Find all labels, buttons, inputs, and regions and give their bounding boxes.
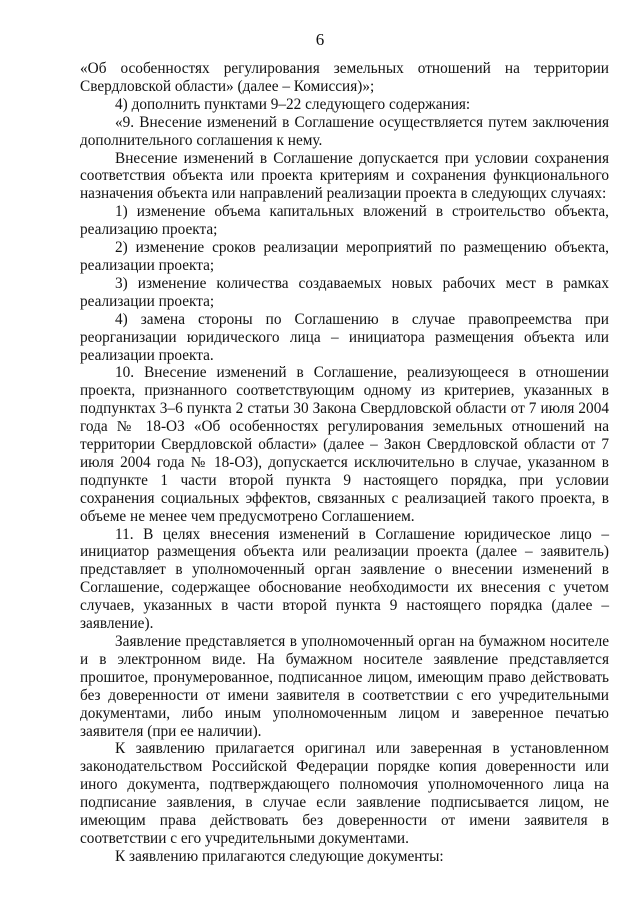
paragraph-power-of-attorney: К заявлению прилагается оригинал или заверенная в установленном законодательством Российской Федерации порядке копия доверенности или иного документа, подтверждающего полномочия уполномоченного лица на подписание заявления, в случае если заявление подписывается лицом, не имеющим права действовать без доверенности от имени заявителя в соответствии с его учредительными документами. [80, 740, 609, 847]
paragraph-subclause-1: 1) изменение объема капитальных вложений в строительство объекта, реализацию проекта; [80, 203, 609, 239]
paragraph-subclause-2: 2) изменение сроков реализации мероприятий по размещению объекта, реализации проекта; [80, 239, 609, 274]
paragraph-subclause-3: 3) изменение количества создаваемых новых рабочих мест в рамках реализации проекта; [80, 274, 609, 310]
paragraph-clause-9: «9. Внесение изменений в Соглашение осуществляется путем заключения дополнительного соглашения к нему. [80, 113, 609, 149]
paragraph-clause-9-conditions: Внесение изменений в Соглашение допускается при условии сохранения соответствия объекта или проекта критериям и сохранения функционального назначения объекта или направлений реализации проекта в следующих случаях: [80, 149, 609, 203]
document-body [80, 60, 609, 866]
paragraph-clause-10: 10. Внесение изменений в Соглашение, реализующееся в отношении проекта, признанного соответствующим одному из критериев, указанных в подпунктах 3–6 пункта 2 статьи 30 Закона Свердловской области от 7 июля 2004 года № 18-ОЗ «Об особенностях регулирования земельных отношений на территории Свердловской области» (далее – Закон Свердловской области от 7 июля 2004 года № 18-ОЗ), допускается исключительно в случае, указанном в подпункте 1 части второй пункта 9 настоящего порядка, при условии сохранения социальных эффектов, связанных с реализацией такого проекта, в объеме не менее чем предусмотрено Соглашением. [80, 364, 609, 525]
paragraph-commission-reference: «Об особенностях регулирования земельных отношений на территории Свердловской области» (далее – Комиссия)»; [80, 60, 609, 95]
page-number: 6 [315, 30, 325, 49]
paragraph-attached-documents: К заявлению прилагаются следующие документы: [115, 847, 444, 865]
paragraph-clause-11: 11. В целях внесения изменений в Соглашение юридическое лицо – инициатор размещения объекта или реализации проекта (далее – заявитель) представляет в уполномоченный орган заявление о внесении изменений в Соглашение, содержащее обоснование необходимости их внесения с учетом случаев, указанных в части второй пункта 9 настоящего порядка (далее – заявление). [80, 525, 609, 633]
paragraph-amendment-4: 4) дополнить пунктами 9–22 следующего содержания: [115, 95, 471, 113]
paragraph-subclause-4: 4) замена стороны по Соглашению в случае правопреемства при реорганизации юридического лица – инициатора размещения объекта или реализации проекта. [80, 310, 609, 364]
paragraph-application-submission: Заявление представляется в уполномоченный орган на бумажном носителе и в электронном виде. На бумажном носителе заявление представляется прошитое, пронумерованное, подписанное лицом, имеющим право действовать без доверенности от имени заявителя в соответствии с его учредительными документами, либо иным уполномоченным лицом и заверенное печатью заявителя (при ее наличии). [80, 633, 609, 740]
